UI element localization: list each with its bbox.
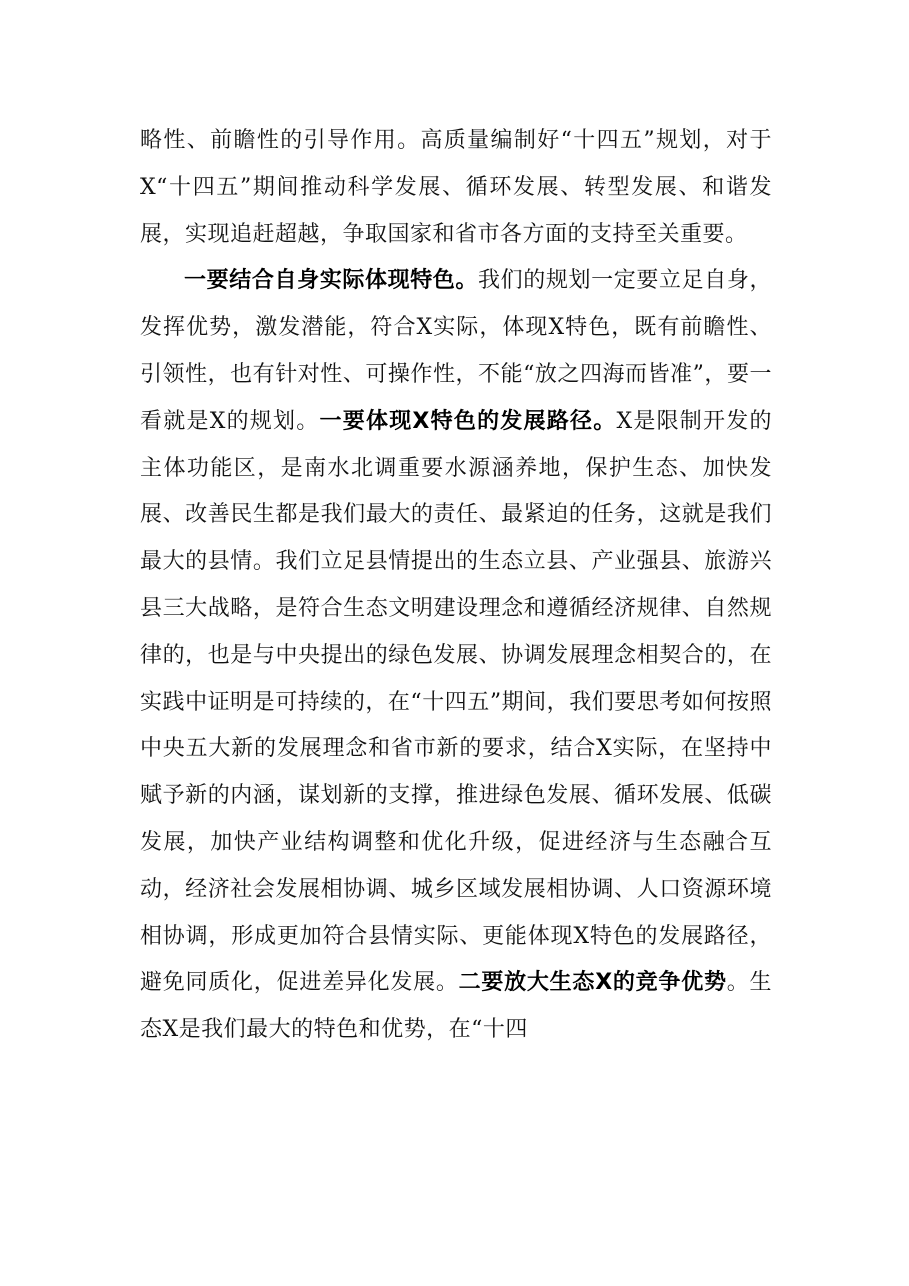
paragraph-2-text-2: X是限制开发的主体功能区，是南水北调重要水源涵养地，保护生态、加快发展、改善民生都是我们最大的责任、最紧迫的任务，这就是我们最大的县情。我们立足县情提出的生态立县、产业强县、旅游兴县三大战略，是符合生态文明建设理念和遵循经济规律、自然规律的，也是与中央提出的绿色发展、协调发展理念相契合的，在实践中证明是可持续的，在“十四五”期间，我们要思考如何按照中央五大新的发展理念和省市新的要求，结合X实际，在坚持中赋予新的内涵，谋划新的支撑，推进绿色发展、循环发展、低碳发展，加快产业结构调整和优化升级，促进经济与生态融合互动，经济社会发展相协调、城乡区域发展相协调、人口资源环境相协调，形成更加符合县情实际、更能体现X特色的发展路径，避免同质化，促进差异化发展。 bbox=[140, 408, 772, 996]
paragraph-2 bbox=[140, 258, 772, 1054]
subheading-1: 一要体现X特色的发展路径。 bbox=[319, 408, 617, 434]
subheading-2: 二要放大生态X的竞争优势 bbox=[458, 970, 727, 996]
document-body bbox=[140, 118, 772, 1054]
paragraph-2-text-1: 我们的规划一定要立足自身，发挥优势，激发潜能，符合X实际，体现X特色，既有前瞻性、引领性，也有针对性、可操作性，不能“放之四海而皆准”，要一看就是X的规划。 bbox=[140, 268, 772, 434]
paragraph-1-text: 略性、前瞻性的引导作用。高质量编制好“十四五”规划，对于X“十四五”期间推动科学发展、循环发展、转型发展、和谐发展，实现追赶超越，争取国家和省市各方面的支持至关重要。 bbox=[140, 128, 772, 247]
paragraph-2-lead: 一要结合自身实际体现特色。 bbox=[184, 268, 479, 294]
paragraph-2-text-3: 。生态X是我们最大的特色和优势，在“十四 bbox=[140, 970, 772, 1043]
paragraph-1 bbox=[140, 118, 772, 258]
